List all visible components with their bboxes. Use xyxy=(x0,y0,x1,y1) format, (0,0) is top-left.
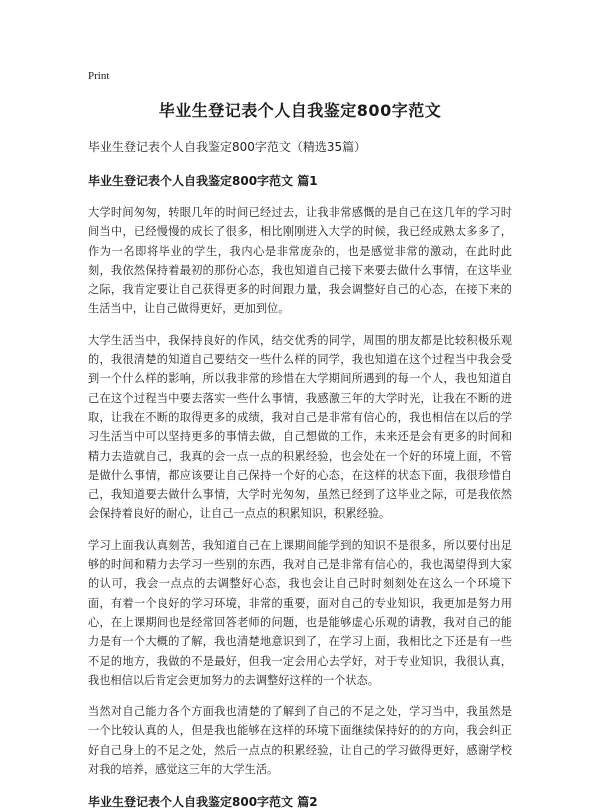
paragraph-4: 当然对自己能力各个方面我也清楚的了解到了自己的不足之处，学习当中，我虽然是一个比较认真的人，但是我也能够在这样的环境下面继续保持好的的方向，我会纠正好自己身上的不足之处，然后一点点的积累经验，让自己的学习做得更好，感谢学校对我的培养，感觉这三年的大学生活。 xyxy=(88,705,512,777)
print-link[interactable]: Print xyxy=(88,70,110,82)
intro-line: 毕业生登记表个人自我鉴定800字范文（精选35篇） xyxy=(88,140,367,154)
page-title: 毕业生登记表个人自我鉴定800字范文 xyxy=(158,101,442,120)
section-heading-2: 毕业生登记表个人自我鉴定800字范文 篇2 xyxy=(88,795,318,810)
paragraph-3: 学习上面我认真刻苦，我知道自己在上课期间能学到的知识不是很多，所以要付出足够的时间和精力去学习一些别的东西，我对自己是非常有信心的，我也渴望得到大家的认可，我会一点点的去调整好心态，我也会让自己时时刻刻处在这么一个环境下面，有着一个良好的学习环境，非常的重要，面对自己的专业知识，我更加是努力用心，在上课期间也是经常回答老师的问题，也是能够虚心乐观的请教，我对自己的能力是有一个大概的了解，我也清楚地意识到了，在学习上面，我相比之下还是有一些不足的地方，我做的不是最好，但我一定会用心去学好，对于专业知识，我很认真，我也相信以后肯定会更加努力的去调整好这样的一个状态。 xyxy=(88,538,512,687)
paragraph-2: 大学生活当中，我保持良好的作风，结交优秀的同学，周围的朋友都是比较积极乐观的，我很清楚的知道自己要结交一些什么样的同学，我也知道在这个过程当中我会受到一个什么样的影响，所以我非常的珍惜在大学期间所遇到的每一个人，我也知道自己在这个过程当中要去落实一些什么事情，我感激三年的大学时光，让我在不断的进取，让我在不断的取得更多的成绩，我对自己是非常有信心的，我也相信在以后的学习生活当中可以坚持更多的事情去做，自己想做的工作，未来还是会有更多的时间和精力去造就自己，我真的会一点一点的积累经验，也会处在一个好的环境上面，不管是做什么事情，都应该要让自己保持一个好的心态，在这样的状态下面，我很珍惜自己，我知道要去做什么事情，大学时光匆匆，虽然已经到了这毕业之际，可是我依然会保持着良好的耐心，让自己一点点的积累知识，积累经验。 xyxy=(88,333,512,521)
section-heading-1: 毕业生登记表个人自我鉴定800字范文 篇1 xyxy=(88,174,318,188)
paragraph-1: 大学时间匆匆，转眼几年的时间已经过去，让我非常感慨的是自己在这几年的学习时间当中，已经慢慢的成长了很多，相比刚刚进入大学的时候，我已经成熟太多多了，作为一名即将毕业的学生，我内心是非常庞杂的，也是感觉非常的激动，在此时此刻，我依然保持着最初的那份心态，我也知道自己接下来要去做什么事情，在这毕业之际，我肯定要让自己获得更多的时间跟力量，我会调整好自己的心态，在接下来的生活当中，让自己做得更好，更加到位。 xyxy=(88,206,512,316)
